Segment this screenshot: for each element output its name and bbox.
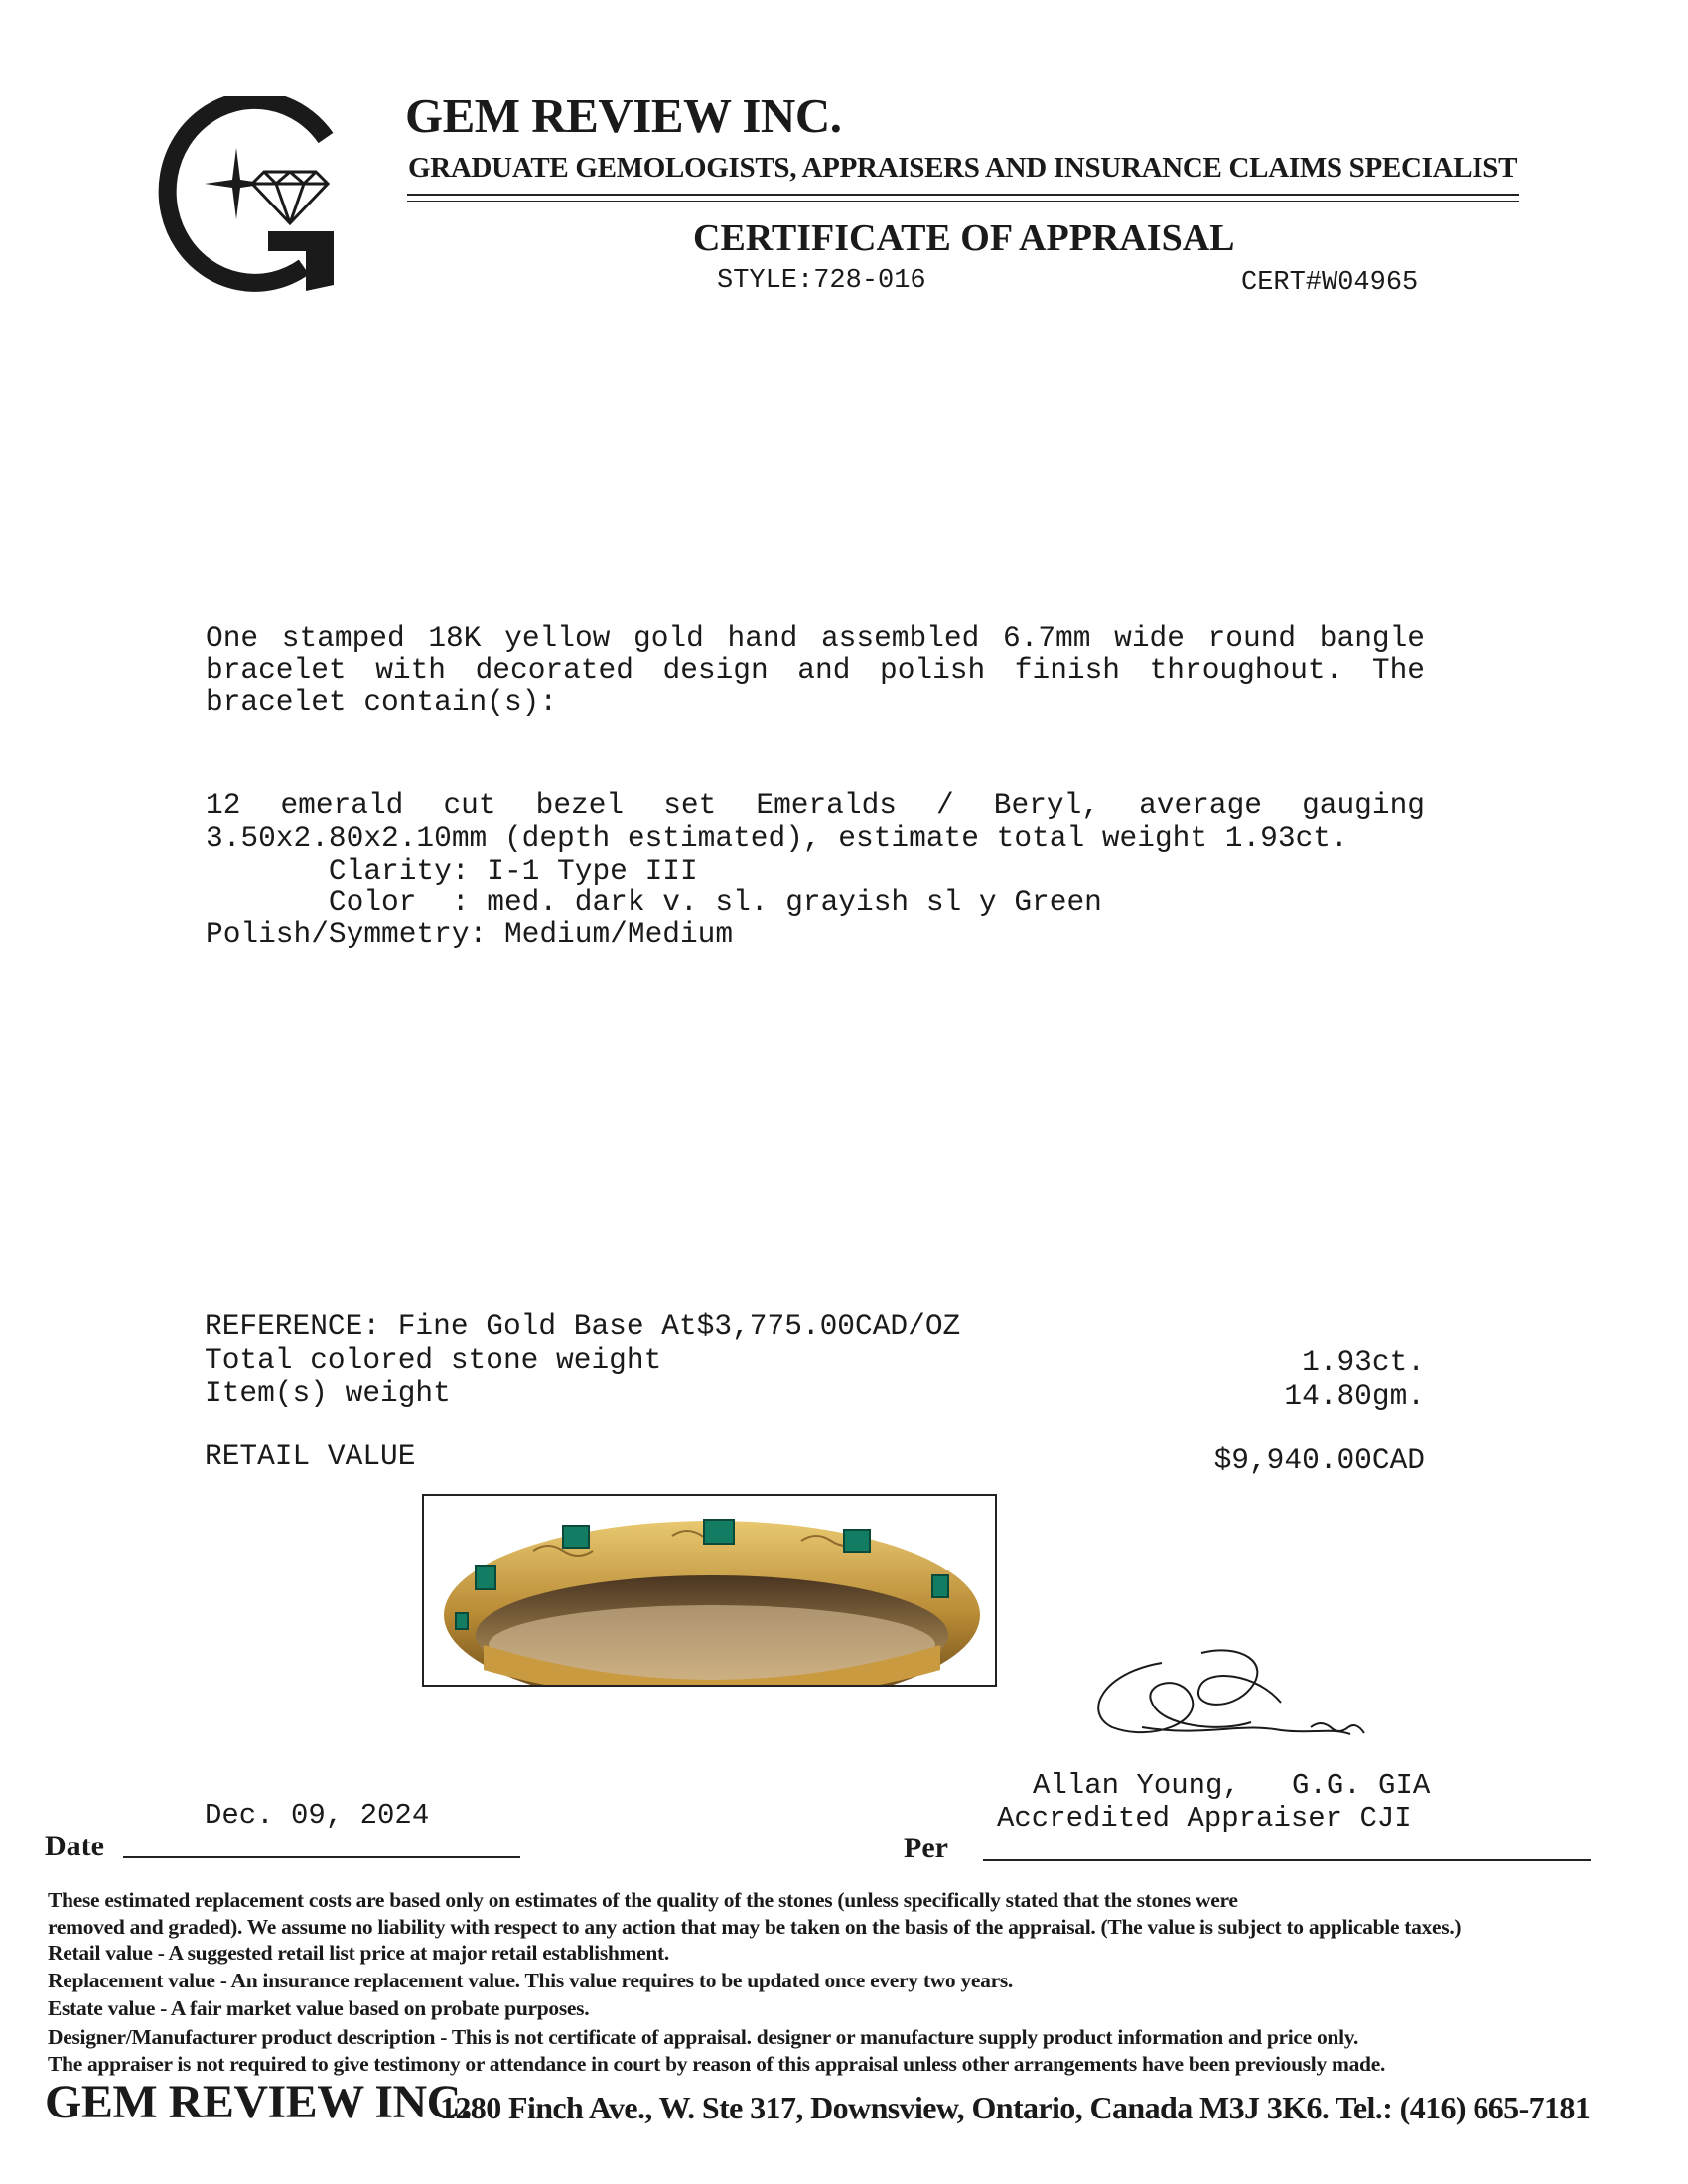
- retail-value-amount: $9,940.00CAD: [1213, 1443, 1425, 1477]
- disclaimer-line: These estimated replacement costs are based only on estimates of the quality of the stones (unless specifically stated that the stones were: [48, 1888, 1238, 1912]
- bracelet-photo-frame: [422, 1494, 997, 1687]
- per-label: Per: [904, 1832, 948, 1864]
- disclaimer-line: removed and graded). We assume no liability with respect to any action that may be taken on the basis of the appraisal. (The value is subject to applicable taxes.): [48, 1915, 1462, 1939]
- gold-bangle-bracelet-photo: [424, 1496, 995, 1685]
- disclaimer-line: The appraiser is not required to give testimony or attendance in court by reason of this appraisal unless other arrangements have been previously made.: [48, 2052, 1386, 2076]
- date-signature-line: [123, 1856, 520, 1858]
- footer-address: 1280 Finch Ave., W. Ste 317, Downsview, Ontario, Canada M3J 3K6. Tel.: (416) 665-7181: [440, 2090, 1591, 2125]
- description-line: bracelet contain(s):: [206, 685, 558, 719]
- appraiser-name: Allan Young, G.G. GIA: [1033, 1769, 1431, 1802]
- per-signature-line: [983, 1859, 1591, 1861]
- certificate-number: CERT#W04965: [1241, 268, 1419, 298]
- appraisal-date: Dec. 09, 2024: [205, 1799, 430, 1832]
- color-line: Color : med. dark v. sl. grayish sl y Green: [206, 886, 1102, 919]
- description-line: One stamped 18K yellow gold hand assembled 6.7mm wide round bangle: [206, 621, 1425, 655]
- polish-symmetry-line: Polish/Symmetry: Medium/Medium: [206, 917, 734, 951]
- stone-weight-label: Total colored stone weight: [205, 1343, 662, 1377]
- style-number: STYLE:728-016: [717, 266, 926, 296]
- company-tagline: GRADUATE GEMOLOGISTS, APPRAISERS AND INSURANCE CLAIMS SPECIALIST: [408, 152, 1518, 184]
- header-rule: [407, 194, 1519, 196]
- header-rule-thin: [407, 201, 1519, 202]
- appraiser-title: Accredited Appraiser CJI: [997, 1802, 1412, 1835]
- stone-description-line: 12 emerald cut bezel set Emeralds / Beryl, average gauging: [206, 788, 1425, 822]
- disclaimer-line: Designer/Manufacturer product description - This is not certificate of appraisal. designer or manufacture supply product information and price only.: [48, 2025, 1359, 2049]
- clarity-line: Clarity: I-1 Type III: [206, 854, 698, 887]
- disclaimer-line: Retail value - A suggested retail list price at major retail establishment.: [48, 1941, 669, 1965]
- certificate-title: CERTIFICATE OF APPRAISAL: [693, 217, 1235, 259]
- retail-value-label: RETAIL VALUE: [205, 1439, 416, 1473]
- date-label: Date: [45, 1830, 104, 1862]
- description-line: bracelet with decorated design and polish finish throughout. The: [206, 653, 1425, 687]
- company-name: GEM REVIEW INC.: [405, 88, 842, 143]
- reference-line: REFERENCE: Fine Gold Base At$3,775.00CAD/OZ: [205, 1309, 961, 1343]
- item-weight-value: 14.80gm.: [1284, 1379, 1425, 1413]
- disclaimer-line: Replacement value - An insurance replacement value. This value requires to be updated once every two years.: [48, 1969, 1013, 1992]
- stone-weight-value: 1.93ct.: [1302, 1345, 1425, 1379]
- gem-review-logo-icon: [157, 96, 346, 297]
- stone-description-line: 3.50x2.80x2.10mm (depth estimated), estimate total weight 1.93ct.: [206, 821, 1348, 855]
- disclaimer-line: Estate value - A fair market value based on probate purposes.: [48, 1996, 590, 2020]
- item-weight-label: Item(s) weight: [205, 1376, 451, 1410]
- footer-company-name: GEM REVIEW INC.: [45, 2076, 473, 2128]
- appraiser-signature: [1082, 1643, 1400, 1762]
